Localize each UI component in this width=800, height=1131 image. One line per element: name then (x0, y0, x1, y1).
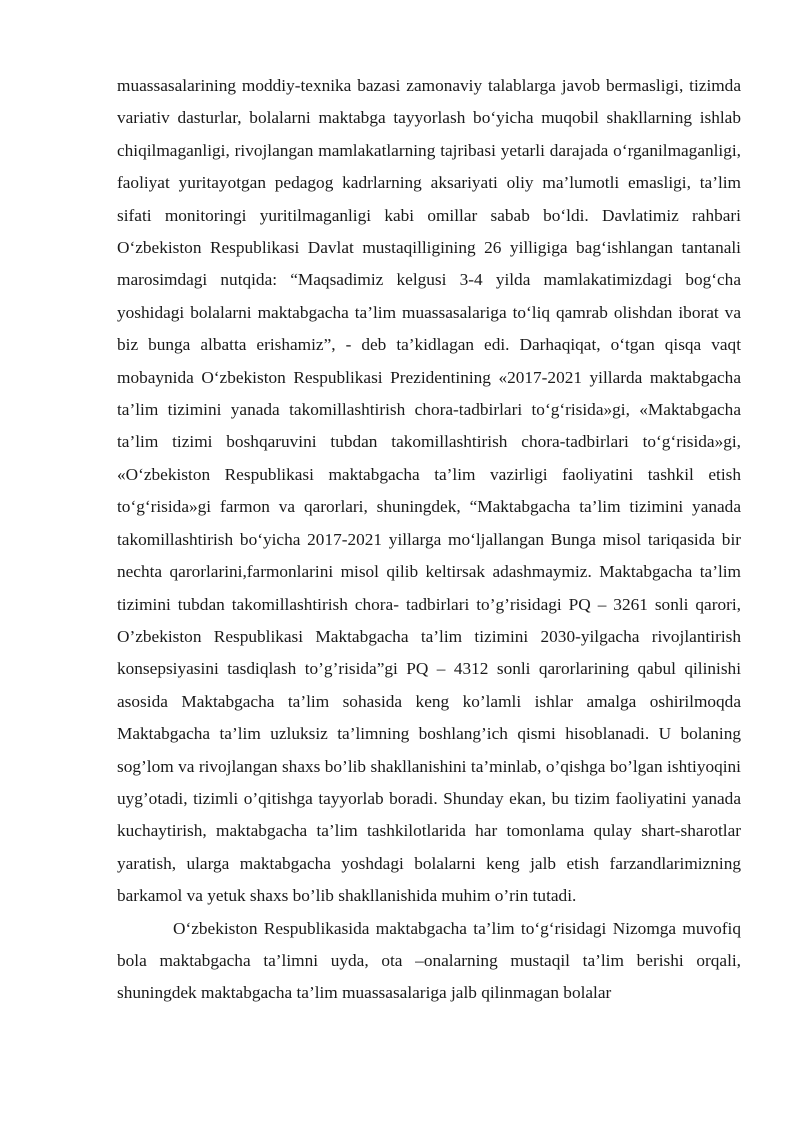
document-page (117, 70, 741, 1010)
body-paragraph-1: muassasalarining moddiy-texnika bazasi zamonaviy talablarga javob bermasligi, tizimda variativ dasturlar, bolalarni maktabga tayyorlash bo‘yicha muqobil shakllarning ishlab chiqilmaganligi, rivojlangan mamlakatlarning tajribasi yetarli darajada o‘rganilmaganligi, faoliyat yuritayotgan pedagog kadrlarning aksariyati oliy ma’lumotli emasligi, ta’lim sifati monitoringi yuritilmaganligi kabi omillar sabab bo‘ldi. Davlatimiz rahbari O‘zbekiston Respublikasi Davlat mustaqilligining 26 yilligiga bag‘ishlangan tantanali marosimdagi nutqida: “Maqsadimiz kelgusi 3-4 yilda mamlakatimizdagi bog‘cha yoshidagi bolalarni maktabgacha ta’lim muassasalariga to‘liq qamrab olishdan iborat va biz bunga albatta erishamiz”, - deb ta’kidlagan edi. Darhaqiqat, o‘tgan qisqa vaqt mobaynida O‘zbekiston Respublikasi Prezidentining «2017-2021 yillarda maktabgacha ta’lim tizimini yanada takomillashtirish chora-tadbirlari to‘g‘risida»gi, «Maktabgacha ta’lim tizimi boshqaruvini tubdan takomillashtirish chora-tadbirlari to‘g‘risida»gi, «O‘zbekiston Respublikasi maktabgacha ta’lim vazirligi faoliyatini tashkil etish to‘g‘risida»gi farmon va qarorlari, shuningdek, “Maktabgacha ta’lim tizimini yanada takomillashtirish bo‘yicha 2017-2021 yillarga mo‘ljallangan Bunga misol tariqasida bir nechta qarorlarini,farmonlarini misol qilib keltirsak adashmaymiz. Maktabgacha ta’lim tizimini tubdan takomillashtirish chora- tadbirlari to’g’risidagi PQ – 3261 sonli qarori, O’zbekiston Respublikasi Maktabgacha ta’lim tizimini 2030-yilgacha rivojlantirish konsepsiyasini tasdiqlash to’g’risida”gi PQ – 4312 sonli qarorlarining qabul qilinishi asosida Maktabgacha ta’lim sohasida keng ko’lamli ishlar amalga oshirilmoqda Maktabgacha ta’lim uzluksiz ta’limning boshlang’ich qismi hisoblanadi. U bolaning sog’lom va rivojlangan shaxs bo’lib shakllanishini ta’minlab, o’qishga bo’lgan ishtiyoqini uyg’otadi, tizimli o’qitishga tayyorlab boradi. Shunday ekan, bu tizim faoliyatini yanada kuchaytirish, maktabgacha ta’lim tashkilotlarida har tomonlama qulay shart-sharotlar yaratish, ularga maktabgacha yoshdagi bolalarni keng jalb etish farzandlarimizning barkamol va yetuk shaxs bo’lib shakllanishida muhim o’rin tutadi. (117, 76, 741, 906)
body-paragraph-2: O‘zbekiston Respublikasida maktabgacha ta’lim to‘g‘risidagi Nizomga muvofiq bola maktabgacha ta’limni uyda, ota –onalarning mustaqil ta’lim berishi orqali, shuningdek maktabgacha ta’lim muassasalariga jalb qilinmagan bolalar (117, 918, 741, 1003)
